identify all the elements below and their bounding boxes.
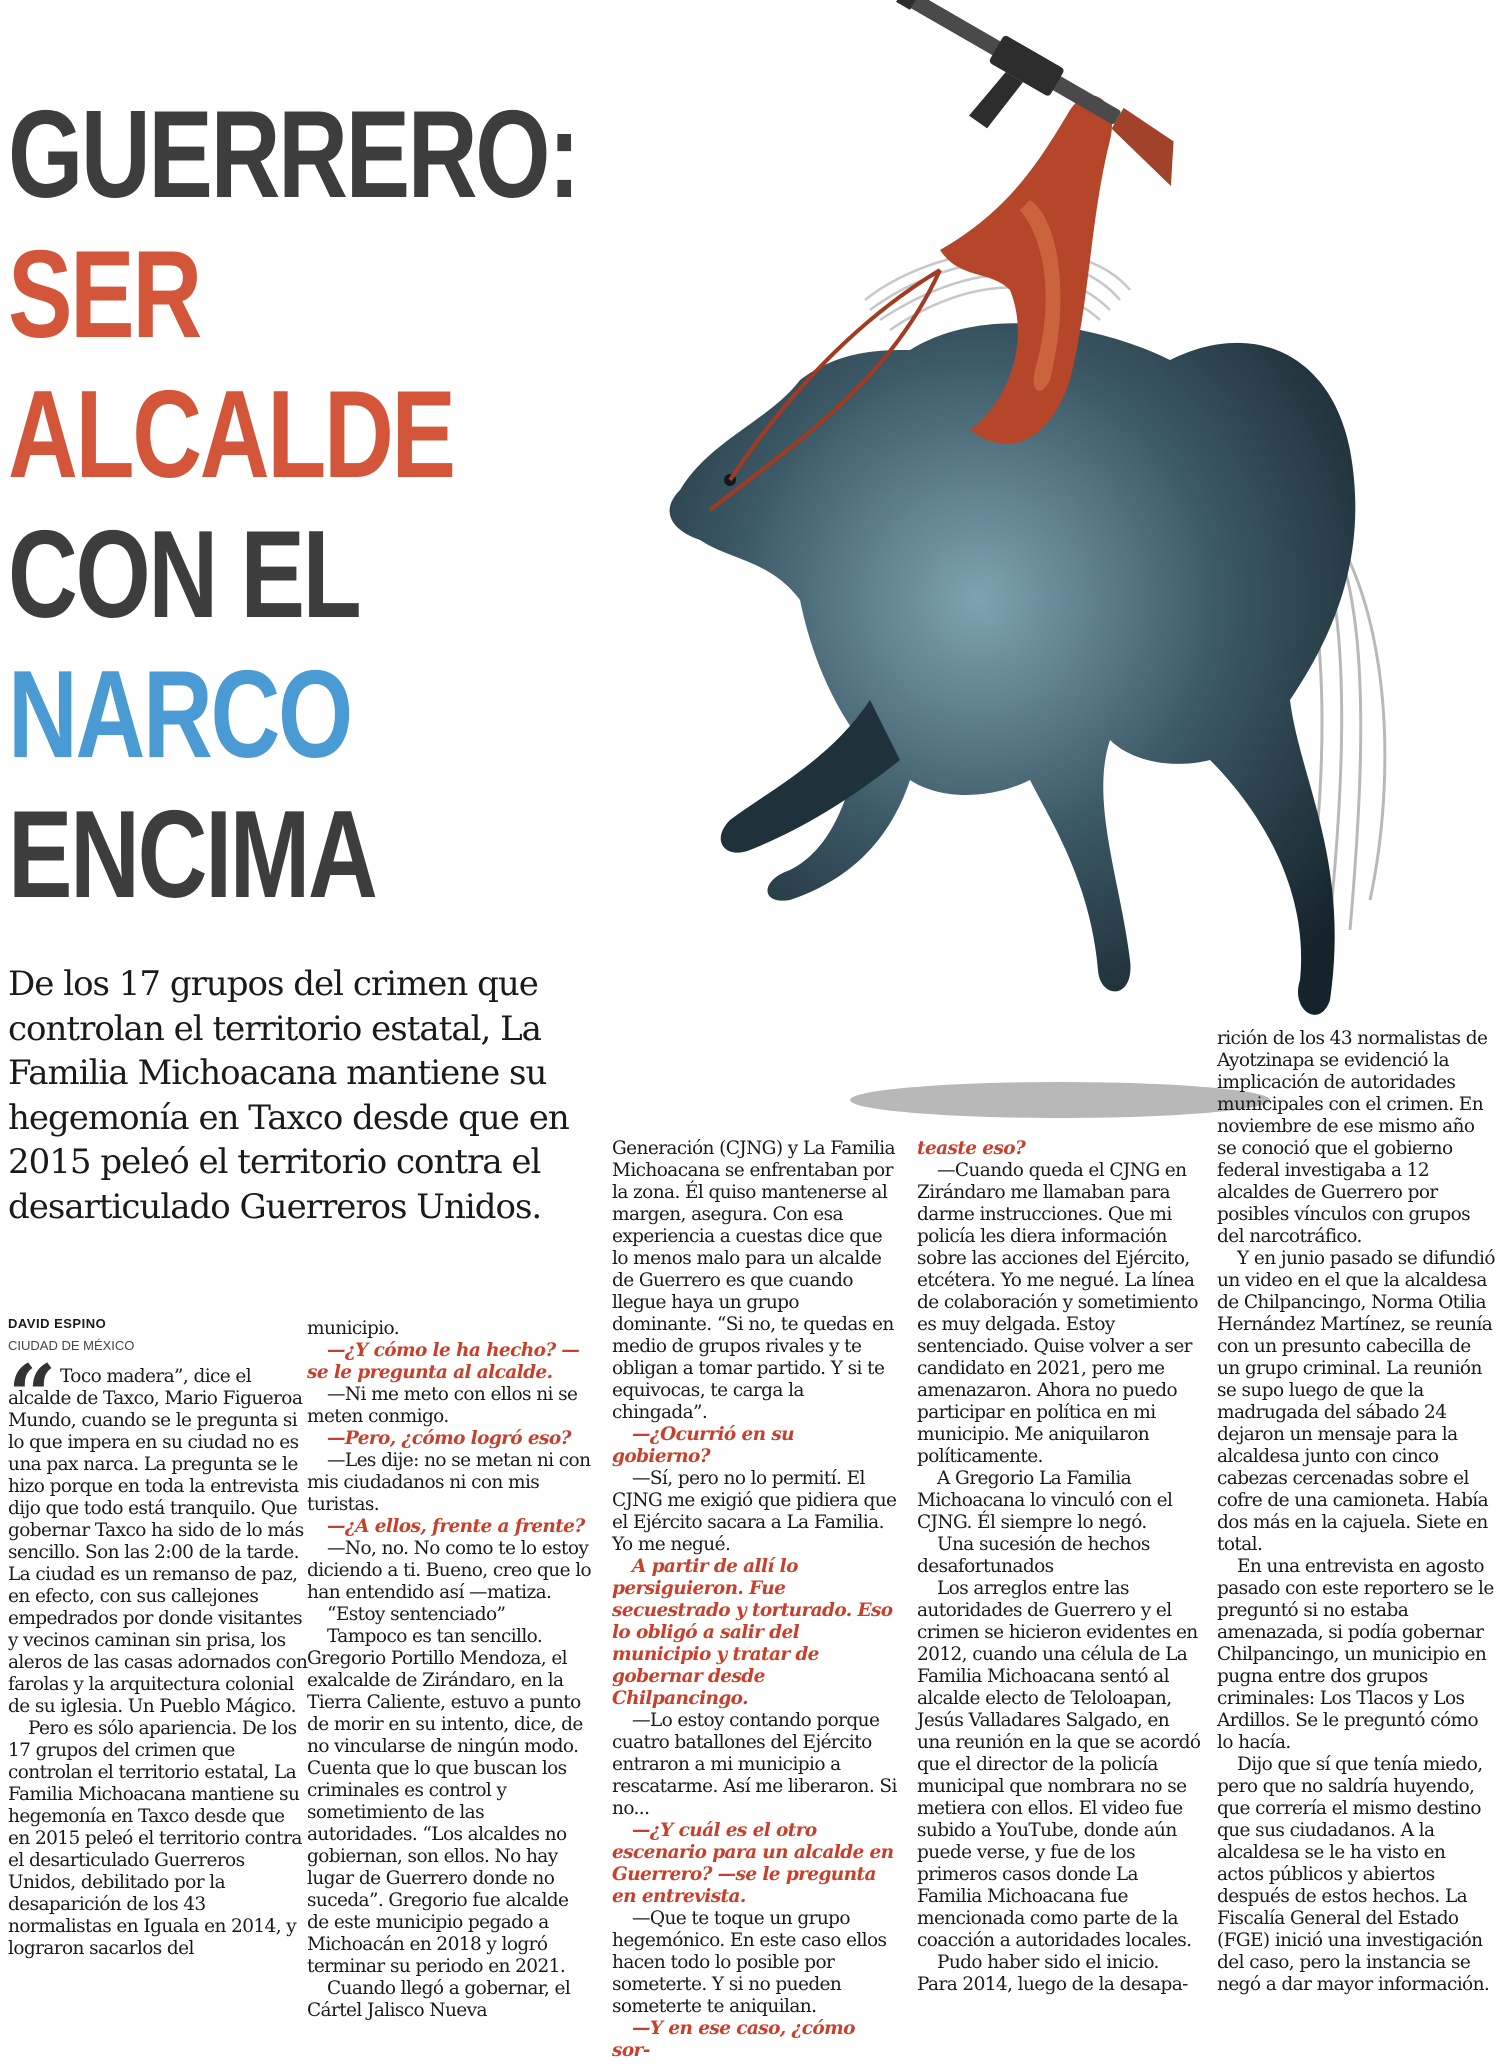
paragraph: Una sucesión de hechos desafortunados (917, 1534, 1150, 1577)
interview-question: —¿Y cómo le ha hecho? —se le pregunta al alcalde. (307, 1340, 580, 1383)
paragraph: Cuando llegó a gobernar, el Cártel Jalisco Nueva (307, 1978, 571, 2021)
paragraph: Generación (CJNG) y La Familia Michoacana se enfrentaban por la zona. Él quiso mantenerse al margen, asegura. Con esa experiencia a cuestas dice que lo menos malo para un alcalde de Guerrero es que cuando llegue haya un grupo dominante. “Si no, te quedas en medio de grupos rivales y te obligan a tomar partido. Y si te equivocas, te carga la chingada”. (612, 1138, 895, 1423)
article-dek: De los 17 grupos del crimen que controlan el territorio estatal, La Familia Michoacana mantiene su hegemonía en Taxco desde que en 2015 peleó el territorio contra el desarticulado Guerreros Unidos. (8, 964, 569, 1227)
paragraph: Tampoco es tan sencillo. Gregorio Portillo Mendoza, el exalcalde de Zirándaro, en la Tierra Caliente, estuvo a punto de morir en su intento, dice, de no vincularse de ningún modo. Cuenta que lo que buscan los criminales es control y sometimiento de las autoridades. “Los alcaldes no gobiernan, son ellos. No hay lugar de Guerrero donde no suceda”. Gregorio fue alcalde de este municipio pegado a Michoacán en 2018 y logró terminar su periodo en 2021. (307, 1626, 583, 1977)
open-quote-icon: “ (8, 1346, 57, 1445)
interview-question: —¿Ocurrió en su gobierno? (612, 1424, 794, 1467)
headline-line-1: GUERRERO: (8, 86, 579, 224)
column-2 (307, 1318, 592, 2022)
interview-question: teaste eso? (917, 1138, 1026, 1159)
column-5 (1217, 1028, 1497, 1996)
paragraph: —Cuando queda el CJNG en Zirándaro me llamaban para darme instrucciones. Que mi policía les diera información sobre las acciones del Ejército, etcétera. Yo me negué. La línea de colaboración y sometimiento es muy delgada. Estoy sentenciado. Quise volver a ser candidato en 2021, pero me amenazaron. Ahora no puedo participar en política en mi municipio. Me aniquilaron políticamente. (917, 1160, 1198, 1467)
interview-question: —Y en ese caso, ¿cómo sor- (612, 2018, 855, 2061)
headline-line-5: NARCO (8, 646, 351, 784)
interview-question: A partir de allí lo persiguieron. Fue secuestrado y torturado. Eso lo obligó a salir del municipio y tratar de gobernar desde Chilpancingo. (612, 1556, 893, 1709)
paragraph: —Lo estoy contando porque cuatro batallones del Ejército entraron a mi municipio a rescatarme. Así me liberaron. Si no... (612, 1710, 897, 1819)
headline-line-6: ENCIMA (8, 786, 376, 924)
paragraph: Toco madera”, dice el alcalde de Taxco, Mario Figueroa Mundo, cuando se le pregunta si lo que impera en su ciudad no es una pax narca. La pregunta se le hizo porque en toda la entrevista dijo que todo está tranquilo. Que gobernar Taxco ha sido de lo más sencillo. Son las 2:00 de la tarde. La ciudad es un remanso de paz, en efecto, con sus callejones empedrados por donde visitantes y vecinos caminan sin prisa, los aleros de las casas adornados con farolas y la arquitectura colonial de su iglesia. Un Pueblo Mágico. (8, 1366, 308, 1717)
byline: DAVID ESPINO (8, 1316, 107, 1331)
dateline: CIUDAD DE MÉXICO (8, 1338, 135, 1353)
paragraph: A Gregorio La Familia Michoacana lo vinculó con el CJNG. Él siempre lo negó. (917, 1468, 1173, 1533)
interview-question: —¿Y cuál es el otro escenario para un alcalde en Guerrero? —se le pregunta en entrevista. (612, 1820, 894, 1907)
paragraph: “Estoy sentenciado” (327, 1604, 506, 1625)
paragraph: Dijo que sí que tenía miedo, pero que no saldría huyendo, que correría el mismo destino que sus ciudadanos. A la alcaldesa se le ha visto en actos públicos y abiertos después de estos hechos. La Fiscalía General del Estado (FGE) inició una investigación del caso, pero la instancia se negó a dar mayor información. (1217, 1754, 1490, 1995)
column-3 (612, 1138, 897, 2062)
paragraph: rición de los 43 normalistas de Ayotzinapa se evidenció la implicación de autoridades municipales con el crimen. En noviembre de ese mismo año se conoció que el gobierno federal investigaba a 12 alcaldes de Guerrero por posibles vínculos con grupos del narcotráfico. (1217, 1028, 1488, 1247)
horse-rider-with-rifle-illustration (470, 0, 1500, 1120)
paragraph: —Ni me meto con ellos ni se meten conmigo. (307, 1384, 578, 1427)
paragraph: —No, no. No como te lo estoy diciendo a ti. Bueno, creo que lo han entendido así —matiza. (307, 1538, 592, 1603)
paragraph: —Que te toque un grupo hegemónico. En este caso ellos hacen todo lo posible por someterte. Y si no pueden someterte te aniquilan. (612, 1908, 887, 2017)
paragraph: Pudo haber sido el inicio. Para 2014, luego de la desapa- (917, 1952, 1188, 1995)
headline-line-4: CON EL (8, 506, 360, 644)
headline-line-2: SER (8, 226, 200, 364)
column-4 (917, 1138, 1202, 1996)
interview-question: —¿A ellos, frente a frente? (327, 1516, 585, 1537)
paragraph: Los arreglos entre las autoridades de Guerrero y el crimen se hicieron evidentes en 2012, cuando una célula de La Familia Michoacana sentó al alcalde electo de Teloloapan, Jesús Valladares Salgado, en una reunión en la que se acordó que el director de la policía municipal que nombrara no se metiera con ellos. El video fue subido a YouTube, donde aún puede verse, y fue de los primeros casos donde La Familia Michoacana fue mencionada como parte de la coacción a autoridades locales. (917, 1578, 1201, 1951)
paragraph: —Les dije: no se metan ni con mis ciudadanos ni con mis turistas. (307, 1450, 591, 1515)
paragraph: —Sí, pero no lo permití. El CJNG me exigió que pidiera que el Ejército sacara a La Familia. Yo me negué. (612, 1468, 897, 1555)
headline-line-3: ALCALDE (8, 366, 454, 504)
paragraph: Y en junio pasado se difundió un video en el que la alcaldesa de Chilpancingo, Norma Otilia Hernández Martínez, se reunía con un presunto cabecilla de un grupo criminal. La reunión se supo luego de que la madrugada del sábado 24 dejaron un mensaje para la alcaldesa junto con cinco cabezas cercenadas sobre el cofre de una camioneta. Había dos más en la cajuela. Siete en total. (1217, 1248, 1495, 1555)
paragraph: En una entrevista en agosto pasado con este reportero se le preguntó si no estaba amenazada, si podía gobernar Chilpancingo, un municipio en pugna entre dos grupos criminales: Los Tlacos y Los Ardillos. Se le preguntó cómo lo hacía. (1217, 1556, 1494, 1753)
headline (8, 86, 579, 940)
column-1 (8, 1346, 308, 1960)
paragraph: Pero es sólo apariencia. De los 17 grupos del crimen que controlan el territorio estatal, La Familia Michoacana mantiene su hegemonía en Taxco desde que en 2015 peleó el territorio contra el desarticulado Guerreros Unidos, debilitado por la desaparición de los 43 normalistas en Iguala en 2014, y lograron sacarlos del (8, 1718, 302, 1959)
interview-question: —Pero, ¿cómo logró eso? (327, 1428, 571, 1449)
paragraph: municipio. (307, 1318, 400, 1339)
